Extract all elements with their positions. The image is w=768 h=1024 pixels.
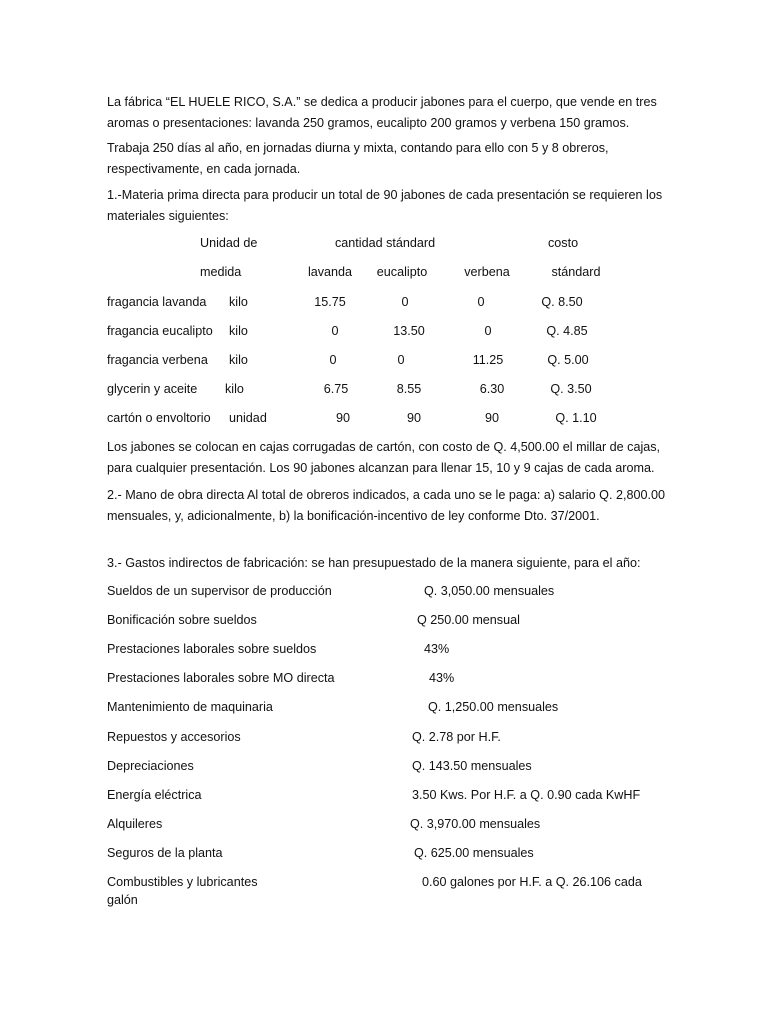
table-header-row-1	[0, 233, 768, 254]
header-cost: costo	[548, 236, 579, 250]
table-row	[0, 292, 768, 313]
header-eucalipto: eucalipto	[376, 265, 428, 279]
expense-value-wrap: galón	[107, 893, 138, 907]
expense-value: Q. 3,050.00 mensuales	[424, 584, 555, 598]
expense-label: Prestaciones laborales sobre MO directa	[107, 671, 335, 685]
boxes-paragraph: Los jabones se colocan en cajas corrugadas de cartón, con costo de Q. 4,500.00 el millar de cajas, para cualquier presentación. Los 90 jabones alcanzan para llenar 15, 10 y 9 cajas de cada aroma.	[107, 440, 661, 475]
table-row	[0, 321, 768, 342]
expense-value: Q. 625.00 mensuales	[414, 846, 534, 860]
header-unit-2: medida	[200, 265, 242, 279]
expense-label: Mantenimiento de maquinaria	[107, 700, 273, 714]
expense-label: Alquileres	[107, 817, 163, 831]
list-item	[0, 639, 768, 660]
table-row	[0, 408, 768, 429]
intro-paragraph: La fábrica “EL HUELE RICO, S.A.” se dedica a producir jabones para el cuerpo, que vende en tres aromas o presentaciones: lavanda 250 gramos, eucalipto 200 gramos y verbena 150 gramos.	[107, 95, 657, 130]
row-unit: kilo	[229, 295, 248, 309]
expense-value: 3.50 Kws. Por H.F. a Q. 0.90 cada KwHF	[412, 788, 641, 802]
list-item	[0, 843, 768, 864]
list-item	[0, 756, 768, 777]
expense-label: Energía eléctrica	[107, 788, 202, 802]
header-verbena: verbena	[464, 265, 510, 279]
row-name: glycerin y aceite	[107, 382, 198, 396]
row-unit: unidad	[229, 411, 267, 425]
list-item	[0, 727, 768, 748]
expense-label: Sueldos de un supervisor de producción	[107, 584, 332, 598]
row-eucalipto: 8.55	[396, 382, 422, 396]
row-verbena: 0	[477, 295, 485, 309]
row-lavanda: 90	[335, 411, 351, 425]
expense-value: Q. 3,970.00 mensuales	[410, 817, 541, 831]
row-unit: kilo	[229, 353, 248, 367]
expense-label: Seguros de la planta	[107, 846, 223, 860]
expense-label: Repuestos y accesorios	[107, 730, 241, 744]
row-lavanda: 0	[329, 353, 337, 367]
row-cost: Q. 1.10	[555, 411, 597, 425]
row-name: fragancia lavanda	[107, 295, 207, 309]
header-lavanda: lavanda	[307, 265, 353, 279]
expense-label: Depreciaciones	[107, 759, 194, 773]
row-lavanda: 15.75	[314, 295, 346, 309]
row-verbena: 90	[484, 411, 500, 425]
list-item	[0, 668, 768, 689]
row-lavanda: 6.75	[323, 382, 349, 396]
row-lavanda: 0	[331, 324, 339, 338]
table-row	[0, 350, 768, 371]
expense-value: Q. 143.50 mensuales	[412, 759, 532, 773]
header-qty: cantidad stándard	[335, 236, 436, 250]
expense-value: 43%	[429, 671, 455, 685]
expense-label: Combustibles y lubricantes	[107, 875, 258, 889]
row-name: fragancia verbena	[107, 353, 208, 367]
section2-paragraph: 2.- Mano de obra directa Al total de obreros indicados, a cada uno se le paga: a) salario Q. 2,800.00 mensuales, y, adicionalmente, b) la bonificación-incentivo de ley conforme Dto. 37/2001.	[107, 488, 665, 523]
row-name: cartón o envoltorio	[107, 411, 211, 425]
list-item	[0, 581, 768, 602]
row-cost: Q. 4.85	[546, 324, 588, 338]
expense-value: Q. 1,250.00 mensuales	[428, 700, 559, 714]
row-verbena: 11.25	[472, 353, 504, 367]
list-item	[0, 610, 768, 631]
table-row	[0, 379, 768, 400]
expense-label: Prestaciones laborales sobre sueldos	[107, 642, 317, 656]
row-eucalipto: 0	[401, 295, 409, 309]
list-item-continuation	[0, 890, 768, 911]
work-paragraph: Trabaja 250 días al año, en jornadas diurna y mixta, contando para ello con 5 y 8 obreros, respectivamente, en cada jornada.	[107, 141, 609, 176]
expense-value: Q. 2.78 por H.F.	[412, 730, 501, 744]
expense-value: Q 250.00 mensual	[417, 613, 520, 627]
expense-value: 0.60 galones por H.F. a Q. 26.106 cada	[422, 875, 642, 889]
section3-paragraph: 3.- Gastos indirectos de fabricación: se han presupuestado de la manera siguiente, para el año:	[107, 556, 641, 570]
row-name: fragancia eucalipto	[107, 324, 213, 338]
row-cost: Q. 5.00	[547, 353, 589, 367]
header-cost-2: stándard	[551, 265, 601, 279]
row-verbena: 6.30	[479, 382, 505, 396]
expense-value: 43%	[424, 642, 450, 656]
row-unit: kilo	[225, 382, 244, 396]
section1-paragraph: 1.-Materia prima directa para producir un total de 90 jabones de cada presentación se requieren los materiales siguientes:	[107, 188, 663, 223]
row-unit: kilo	[229, 324, 248, 338]
row-cost: Q. 8.50	[541, 295, 583, 309]
row-eucalipto: 13.50	[393, 324, 425, 338]
row-eucalipto: 0	[397, 353, 405, 367]
list-item	[0, 697, 768, 718]
header-unit: Unidad de	[200, 236, 258, 250]
list-item	[0, 814, 768, 835]
row-verbena: 0	[484, 324, 492, 338]
row-cost: Q. 3.50	[550, 382, 592, 396]
row-eucalipto: 90	[406, 411, 422, 425]
expense-label: Bonificación sobre sueldos	[107, 613, 257, 627]
list-item	[0, 785, 768, 806]
table-header-row-2	[0, 262, 768, 283]
